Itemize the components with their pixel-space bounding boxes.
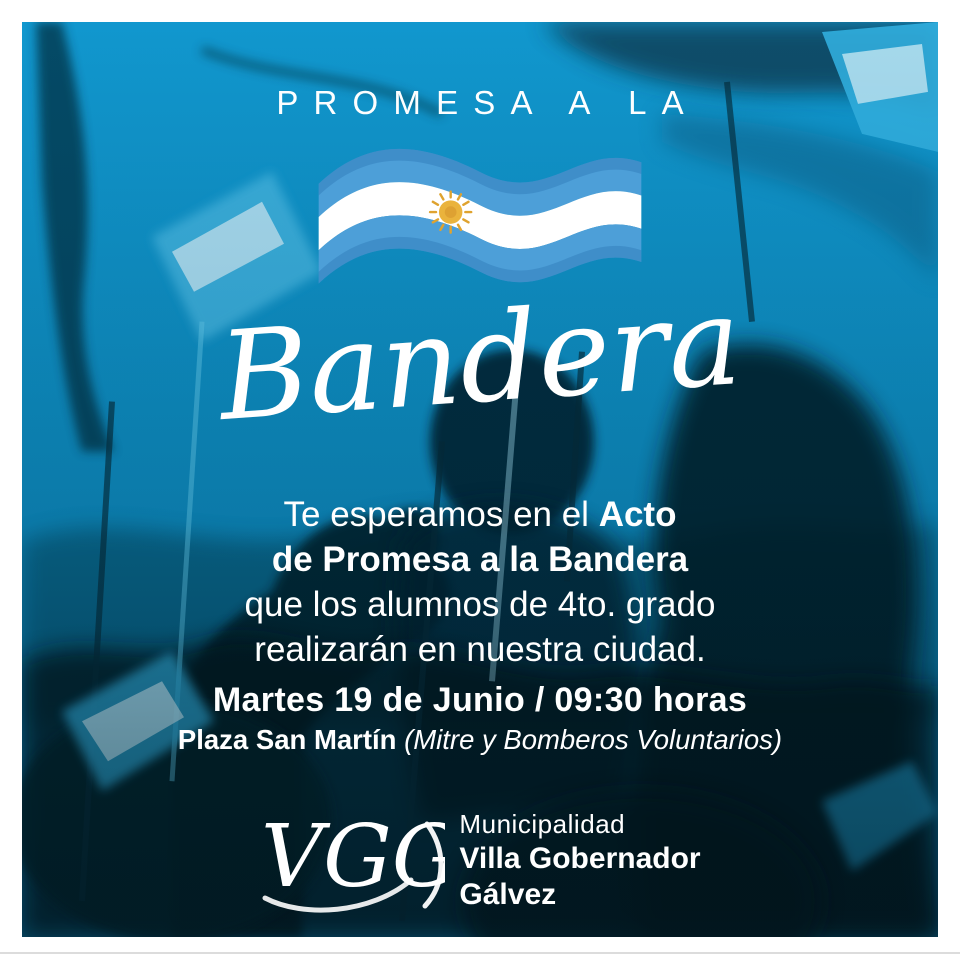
event-streets: (Mitre y Bomberos Voluntarios) xyxy=(404,724,783,755)
invitation-line1-regular: Te esperamos en el xyxy=(283,495,599,534)
poster-frame xyxy=(22,22,938,937)
eyebrow-title: PROMESA A LA xyxy=(276,84,699,121)
municipality-line-2: Villa Gobernador xyxy=(459,841,701,875)
invitation-line-2 xyxy=(22,537,938,582)
script-title: Bandera xyxy=(214,269,746,449)
svg-text:VGG: VGG xyxy=(261,807,446,907)
event-datetime: Martes 19 de Junio / 09:30 horas xyxy=(212,681,748,719)
vgg-monogram xyxy=(259,794,445,926)
municipality-name xyxy=(459,808,700,913)
invitation-line1-bold: Acto xyxy=(598,495,677,534)
invitation-line-4: realizarán en nuestra ciudad. xyxy=(254,630,706,669)
municipality-logo xyxy=(22,794,938,926)
municipality-line-1: Municipalidad xyxy=(459,808,626,839)
poster-content xyxy=(22,22,938,937)
invitation-line2-bold: de Promesa a la Bandera xyxy=(271,540,689,579)
page-edge-line xyxy=(0,952,960,954)
invitation-text xyxy=(22,492,938,672)
invitation-line-3: que los alumnos de 4to. grado xyxy=(244,585,716,624)
invitation-line-1 xyxy=(22,492,938,537)
event-place: Plaza San Martín xyxy=(177,724,405,755)
event-location xyxy=(22,724,938,756)
municipality-line-3: Gálvez xyxy=(459,877,557,911)
